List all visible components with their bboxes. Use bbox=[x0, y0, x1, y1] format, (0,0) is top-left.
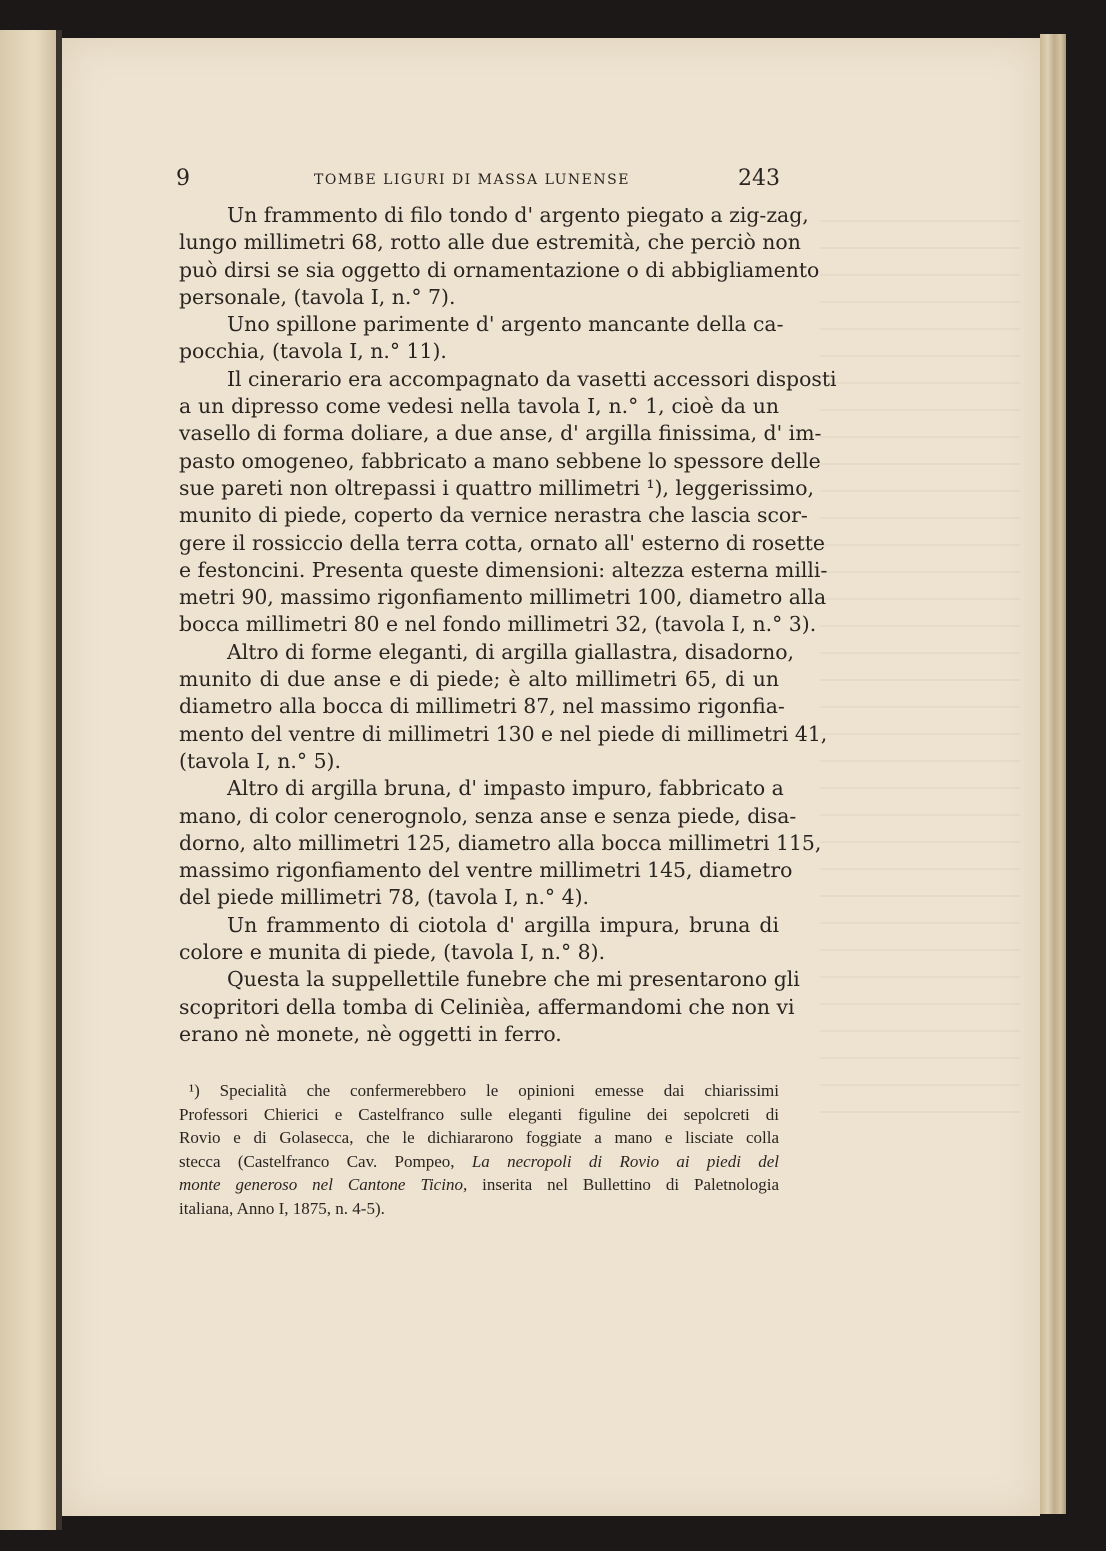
footnote bbox=[179, 1079, 779, 1220]
text-line: dorno, alto millimetri 125, diametro alla bocca millimetri 115, bbox=[179, 830, 822, 855]
footnote-book-title: monte generoso nel Cantone Ticino, bbox=[179, 1175, 468, 1194]
text-line: (tavola I, n.° 5). bbox=[179, 748, 341, 773]
text-line: del piede millimetri 78, (tavola I, n.° 4). bbox=[179, 885, 590, 910]
text-line: bocca millimetri 80 e nel fondo millimetri 32, (tavola I, n.° 3). bbox=[179, 612, 817, 637]
text-line: sue pareti non oltrepassi i quattro millimetri ¹), leggerissimo, bbox=[179, 475, 815, 500]
text-line: può dirsi se sia oggetto di ornamentazione o di abbigliamento bbox=[179, 257, 820, 282]
text-line: pasto omogeneo, fabbricato a mano sebbene lo spessore delle bbox=[179, 448, 821, 473]
text-line: munito di due anse e di piede; è alto millimetri 65, di un bbox=[179, 667, 779, 692]
text-line: colore e munita di piede, (tavola I, n.° 8). bbox=[179, 940, 606, 965]
page-stack-edge bbox=[1040, 34, 1066, 1514]
running-header bbox=[176, 166, 780, 194]
footnote-text: stecca (Castelfranco Cav. Pompeo, bbox=[179, 1151, 472, 1171]
text-line: vasello di forma doliare, a due anse, d' argilla finissima, d' im- bbox=[179, 421, 822, 446]
left-page-edge bbox=[0, 30, 60, 1530]
text-line: pocchia, (tavola I, n.° 11). bbox=[179, 339, 447, 364]
text-line: erano nè monete, nè oggetti in ferro. bbox=[179, 1021, 562, 1046]
text-line: Un frammento di filo tondo d' argento piegato a zig-zag, bbox=[227, 203, 809, 227]
text-line: Questa la suppellettile funebre che mi presentarono gli bbox=[227, 967, 800, 992]
text-line: Altro di argilla bruna, d' impasto impuro, fabbricato a bbox=[227, 776, 784, 801]
body-text bbox=[179, 202, 837, 1048]
text-line: massimo rigonfiamento del ventre millimetri 145, diametro bbox=[179, 858, 793, 883]
text-line: lungo millimetri 68, rotto alle due estremità, che perciò non bbox=[179, 230, 801, 255]
text-line: gere il rossiccio della terra cotta, ornato all' esterno di rosette bbox=[179, 530, 825, 555]
text-line: diametro alla bocca di millimetri 87, nel massimo rigonfia- bbox=[179, 694, 785, 719]
text-line: mento del ventre di millimetri 130 e nel piede di millimetri 41, bbox=[179, 721, 828, 746]
running-title: TOMBE LIGURI DI MASSA LUNENSE bbox=[314, 172, 630, 188]
text-line: e festoncini. Presenta queste dimensioni: altezza esterna milli- bbox=[179, 557, 828, 582]
section-number: 9 bbox=[176, 166, 190, 191]
text-line: a un dipresso come vedesi nella tavola I, n.° 1, cioè da un bbox=[179, 394, 779, 419]
text-line: Il cinerario era accompagnato da vasetti accessori disposti bbox=[227, 366, 837, 391]
text-line: mano, di color cenerognolo, senza anse e senza piede, disa- bbox=[179, 803, 797, 828]
footnote-line: ¹) Specialità che confermerebbero le opinioni emesse dai chiarissimi bbox=[189, 1081, 779, 1100]
text-line: Altro di forme eleganti, di argilla giallastra, disadorno, bbox=[227, 639, 794, 664]
footnote-line bbox=[179, 1173, 779, 1197]
page-number: 243 bbox=[738, 166, 780, 191]
footnote-book-title: La necropoli di Rovio ai piedi del bbox=[471, 1151, 780, 1171]
text-line: munito di piede, coperto da vernice nerastra che lascia scor- bbox=[179, 503, 808, 528]
footnote-line: italiana, Anno I, 1875, n. 4-5). bbox=[179, 1198, 385, 1218]
footnote-line bbox=[179, 1150, 779, 1174]
footnote-text: inserita nel Bullettino di Paletnologia bbox=[467, 1175, 779, 1194]
footnote-line: Rovio e di Golasecca, che le dichiararono foggiate a mano e lisciate colla bbox=[179, 1128, 779, 1147]
text-line: personale, (tavola I, n.° 7). bbox=[179, 284, 456, 309]
text-line: Un frammento di ciotola d' argilla impura, bruna di bbox=[227, 912, 779, 937]
text-line: scopritori della tomba di Celinièa, affermandomi che non vi bbox=[179, 994, 795, 1019]
text-line: metri 90, massimo rigonfiamento millimetri 100, diametro alla bbox=[179, 585, 827, 610]
text-line: Uno spillone parimente d' argento mancante della ca- bbox=[227, 312, 784, 337]
footnote-line: Professori Chierici e Castelfranco sulle eleganti figuline dei sepolcreti di bbox=[179, 1104, 779, 1124]
show-through-text bbox=[820, 220, 1020, 1120]
